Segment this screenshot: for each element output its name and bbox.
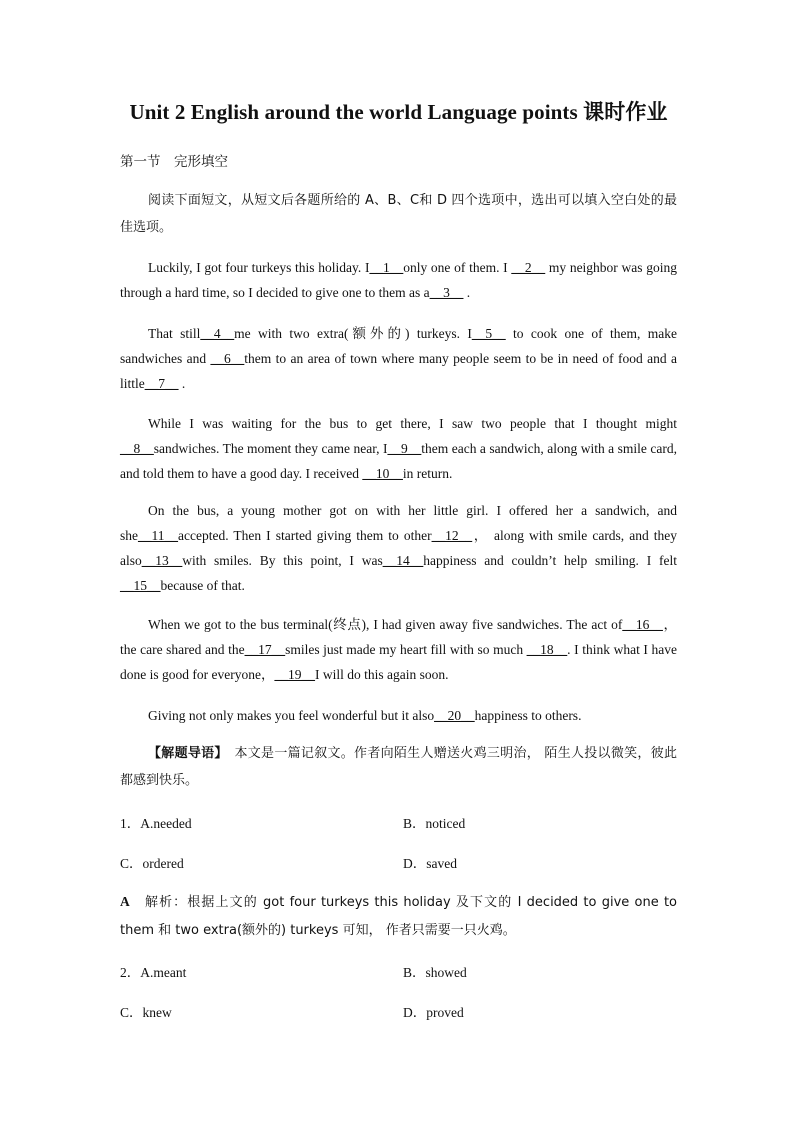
passage-paragraph-3: While I was waiting for the bus to get there, I saw two people that I thought might __8__sandwiches. The moment they came near, I__9__them each a sandwich, along with a smile card, and told them to have a good day. I received __10__in return. [120, 416, 677, 481]
question-1-row-1 [120, 812, 677, 832]
solution-guide [120, 740, 677, 794]
question-2-row-1 [120, 961, 677, 981]
guide-label: 【解题导语】 [148, 746, 222, 761]
passage-paragraph-2: That still__4__me with two extra(额外的) turkeys. I__5__ to cook one of them, make sandwiches and __6__them to an area of town where many people seem to be in need of food and a little__7__ . [120, 326, 678, 391]
blank-12: __12__ [431, 528, 473, 543]
blank-11: __11__ [138, 528, 178, 543]
page-title: Unit 2 English around the world Language points 课时作业 [129, 100, 668, 124]
q1-option-b: B．noticed [403, 816, 466, 831]
blank-6: __6__ [210, 351, 245, 366]
passage-paragraph-6: Giving not only makes you feel wonderful but it also__20__happiness to others. [148, 708, 582, 723]
blank-8: __8__ [120, 441, 154, 456]
q2-option-c: C．knew [120, 1005, 172, 1020]
blank-18: __18__ [526, 642, 568, 657]
blank-2: __2__ [511, 260, 546, 275]
q1-answer: A [120, 894, 130, 909]
blank-20: __20__ [434, 708, 475, 723]
q1-explanation: A 解析：根据上文的 got four turkeys this holiday 及下文的 I decided to give one to them 和 two extra(额外的) turkeys 可知， 作者只需要一只火鸡。 [120, 894, 677, 938]
question-1-row-2 [120, 852, 677, 872]
instruction-text: 阅读下面短文，从短文后各题所给的 A、B、C和 D 四个选项中，选出可以填入空白处的最佳选项。 [120, 193, 677, 235]
blank-10: __10__ [362, 466, 403, 481]
blank-19: __19__ [274, 667, 315, 682]
blank-7: __7__ [144, 376, 179, 391]
question-2-row-2 [120, 1001, 677, 1021]
blank-5: __5__ [471, 326, 506, 341]
passage-paragraph-5: When we got to the bus terminal(终点), I had given away five sandwiches. The act of__16__，the care shared and the__17__smiles just made my heart fill with so much __18__. I think what I have done is good for everyone，__19__I will do this again soon. [120, 617, 678, 682]
blank-3: __3__ [429, 285, 464, 300]
q1-option-a: 1．A.needed [120, 816, 192, 831]
q2-option-d: D．proved [403, 1005, 464, 1020]
passage-paragraph-1: Luckily, I got four turkeys this holiday. I__1__only one of them. I __2__ my neighbor was going through a hard time, so I decided to give one to them as a__3__ . [120, 260, 677, 300]
blank-14: __14__ [382, 553, 424, 568]
blank-1: __1__ [369, 260, 404, 275]
q2-option-b: B．showed [403, 965, 467, 980]
blank-13: __13__ [141, 553, 183, 568]
blank-15: __15__ [120, 578, 161, 593]
section-heading: 第一节 完形填空 [120, 154, 228, 170]
passage-paragraph-4: On the bus, a young mother got on with her little girl. I offered her a sandwich, and she__11__accepted. Then I started giving them to other__12__， along with smile cards, and they also__13__with smiles. By this point, I was__14__happiness and couldn’t help smiling. I felt __15__because of that. [120, 503, 678, 593]
q2-option-a: 2．A.meant [120, 965, 187, 980]
blank-16: __16__ [622, 617, 663, 632]
blank-4: __4__ [200, 326, 235, 341]
q1-option-c: C．ordered [120, 856, 184, 871]
blank-9: __9__ [387, 441, 422, 456]
blank-17: __17__ [244, 642, 286, 657]
guide-text: 本文是一篇记叙文。作者向陌生人赠送火鸡三明治， 陌生人投以微笑，彼此都感到快乐。 [120, 746, 677, 788]
q1-option-d: D．saved [403, 856, 457, 871]
